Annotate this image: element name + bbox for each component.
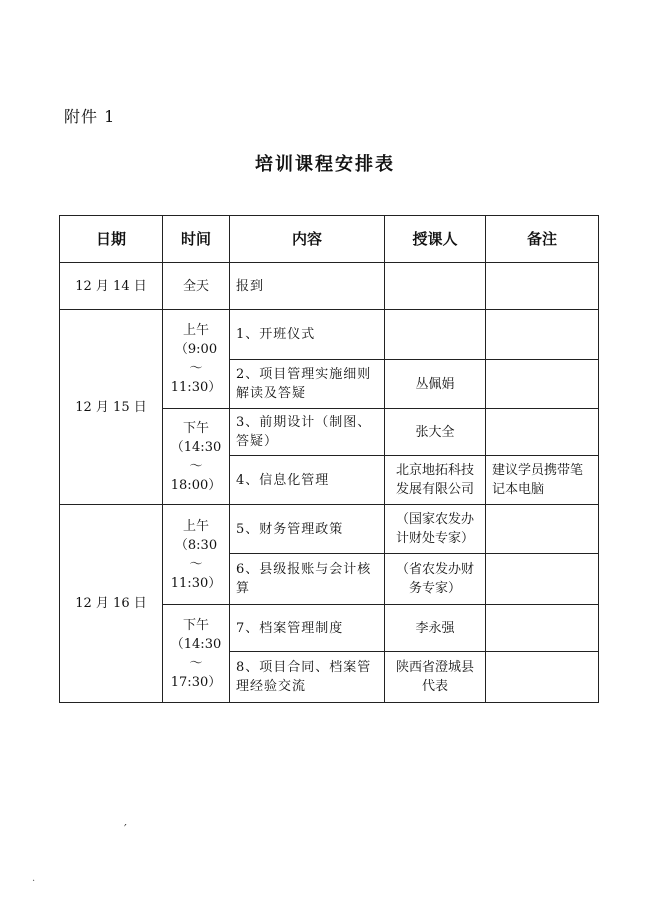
- time-cell: 上午（9:00～11:30）: [163, 310, 230, 409]
- lecturer-cell: 北京地拓科技发展有限公司: [385, 456, 486, 505]
- time-cell: 上午（8:30～11:30）: [163, 505, 230, 605]
- remark-cell: [486, 263, 599, 310]
- lecturer-cell: 丛佩娟: [385, 360, 486, 409]
- content-cell: 7、档案管理制度: [230, 605, 385, 652]
- lecturer-cell: （省农发办财务专家）: [385, 554, 486, 605]
- lecturer-cell: [385, 263, 486, 310]
- remark-cell: [486, 605, 599, 652]
- content-cell: 8、项目合同、档案管理经验交流: [230, 652, 385, 703]
- lecturer-cell: 李永强: [385, 605, 486, 652]
- table-row: [60, 263, 599, 310]
- time-cell: 下午（14:30～17:30）: [163, 605, 230, 703]
- remark-cell: 建议学员携带笔记本电脑: [486, 456, 599, 505]
- header-row: [60, 216, 599, 263]
- training-schedule-table: [59, 215, 599, 703]
- table-row: [60, 505, 599, 554]
- content-cell: 5、财务管理政策: [230, 505, 385, 554]
- remark-cell: [486, 310, 599, 360]
- table-header: [60, 216, 599, 263]
- remark-cell: [486, 554, 599, 605]
- lecturer-cell: [385, 310, 486, 360]
- header-time: 时间: [163, 216, 230, 263]
- remark-cell: [486, 652, 599, 703]
- lecturer-cell: （国家农发办计财处专家）: [385, 505, 486, 554]
- date-cell: 12 月 14 日: [60, 263, 163, 310]
- time-cell: 下午（14:30～18:00）: [163, 409, 230, 505]
- remark-cell: [486, 505, 599, 554]
- header-remark: 备注: [486, 216, 599, 263]
- content-cell: 3、前期设计（制图、答疑）: [230, 409, 385, 456]
- scan-dot: ·: [32, 876, 36, 887]
- date-cell: 12 月 16 日: [60, 505, 163, 703]
- content-cell: 6、县级报账与会计核算: [230, 554, 385, 605]
- header-content: 内容: [230, 216, 385, 263]
- remark-cell: [486, 360, 599, 409]
- table-row: [60, 310, 599, 360]
- date-cell: 12 月 15 日: [60, 310, 163, 505]
- content-cell: 2、项目管理实施细则解读及答疑: [230, 360, 385, 409]
- content-cell: 4、信息化管理: [230, 456, 385, 505]
- attachment-label: 附件 1: [64, 107, 116, 126]
- scan-mark: ′: [124, 822, 127, 836]
- content-cell: 1、开班仪式: [230, 310, 385, 360]
- header-lecturer: 授课人: [385, 216, 486, 263]
- content-cell: 报到: [230, 263, 385, 310]
- table-body: [60, 263, 599, 703]
- header-date: 日期: [60, 216, 163, 263]
- lecturer-cell: 陕西省澄城县代表: [385, 652, 486, 703]
- time-cell: 全天: [163, 263, 230, 310]
- lecturer-cell: 张大全: [385, 409, 486, 456]
- remark-cell: [486, 409, 599, 456]
- page-title: 培训课程安排表: [255, 154, 395, 175]
